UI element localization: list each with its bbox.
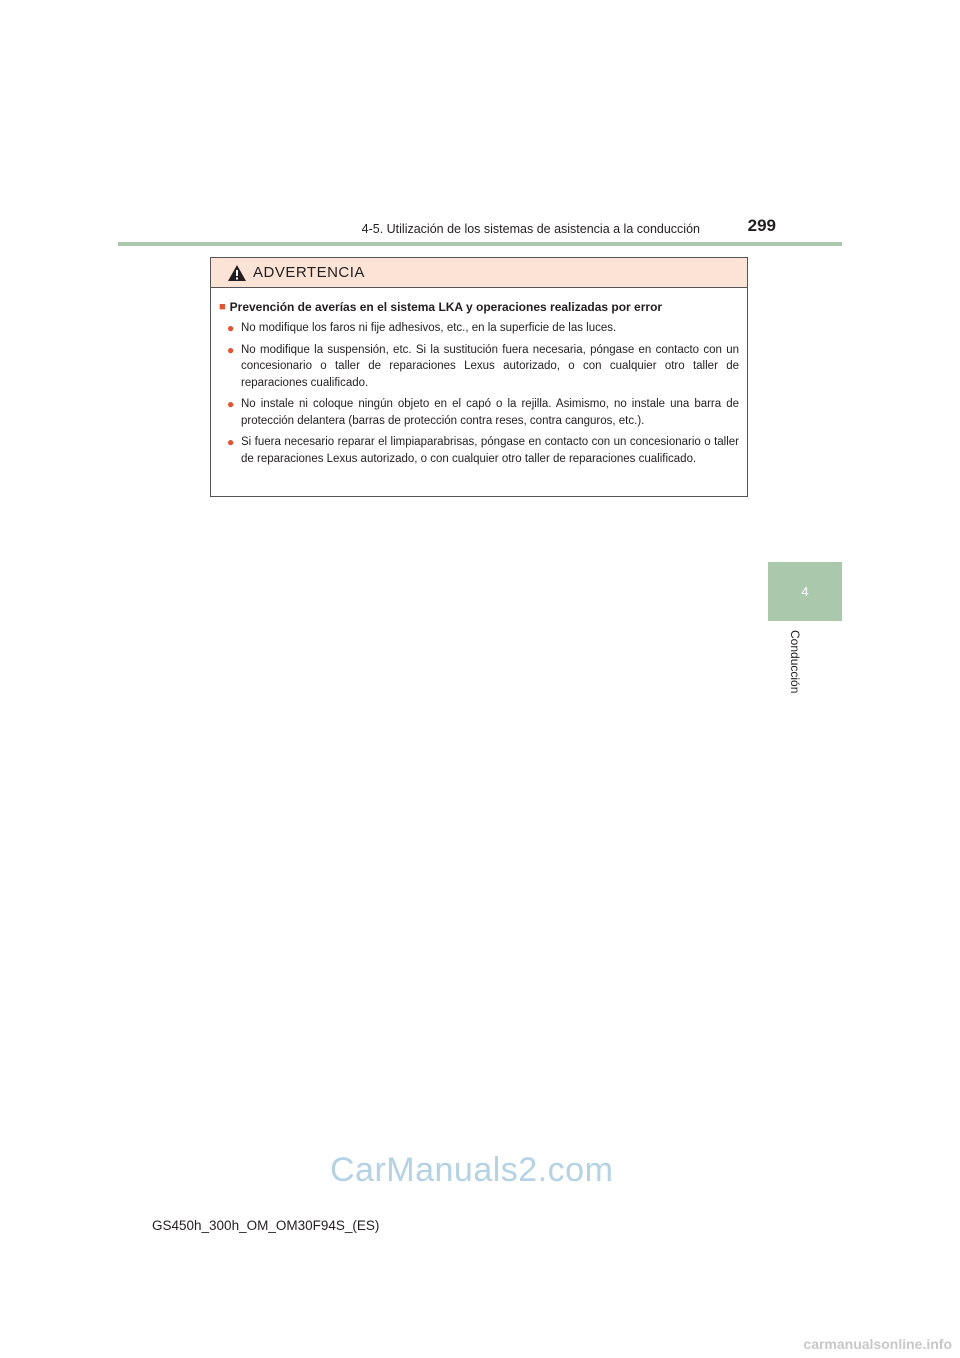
list-item-text: No instale ni coloque ningún objeto en el capó o la rejilla. Asimismo, no instale una barra de protección delantera (barras de protección contra reses, contra canguros, etc.).	[241, 398, 739, 427]
section-heading	[219, 299, 739, 316]
section-heading-text: Prevención de averías en el sistema LKA y operaciones realizadas por error	[229, 300, 663, 314]
warning-header	[211, 258, 747, 288]
list-item	[219, 396, 739, 429]
chapter-label: Conducción	[788, 630, 802, 694]
warning-body	[211, 288, 747, 467]
circle-bullet-icon: ●	[227, 435, 235, 449]
square-bullet-icon: ■	[219, 301, 226, 313]
warning-box	[210, 257, 748, 497]
page-number: 299	[747, 216, 776, 235]
list-item	[219, 434, 739, 467]
header-title: 4-5. Utilización de los sistemas de asistencia a la conducción	[361, 222, 700, 236]
document-code: GS450h_300h_OM_OM30F94S_(ES)	[152, 1218, 380, 1233]
circle-bullet-icon: ●	[227, 397, 235, 411]
watermark-logo	[330, 1150, 614, 1189]
circle-bullet-icon: ●	[227, 321, 235, 335]
chapter-tab[interactable]	[768, 562, 842, 621]
list-item-text: No modifique la suspensión, etc. Si la sustitución fuera necesaria, póngase en contacto con un concesionario o taller de reparaciones Lexus autorizado, o con cualquier otro taller de reparaciones cualificado.	[241, 343, 739, 389]
warning-triangle-icon	[227, 264, 247, 282]
list-item	[219, 342, 739, 392]
list-item-text: No modifique los faros ni fije adhesivos, etc., en la superficie de las luces.	[241, 322, 617, 334]
watermark-url: carmanualsonline.info	[803, 1336, 952, 1352]
chapter-number: 4	[801, 584, 809, 599]
watermark-logo-text: CarManuals2.com	[330, 1150, 614, 1189]
list-item-text: Si fuera necesario reparar el limpiaparabrisas, póngase en contacto con un concesionario o taller de reparaciones Lexus autorizado, o con cualquier otro taller de reparaciones cualificado.	[241, 436, 739, 465]
list-item	[219, 320, 739, 337]
circle-bullet-icon: ●	[227, 342, 235, 357]
header-rule	[118, 242, 842, 246]
warning-title: ADVERTENCIA	[253, 264, 365, 281]
